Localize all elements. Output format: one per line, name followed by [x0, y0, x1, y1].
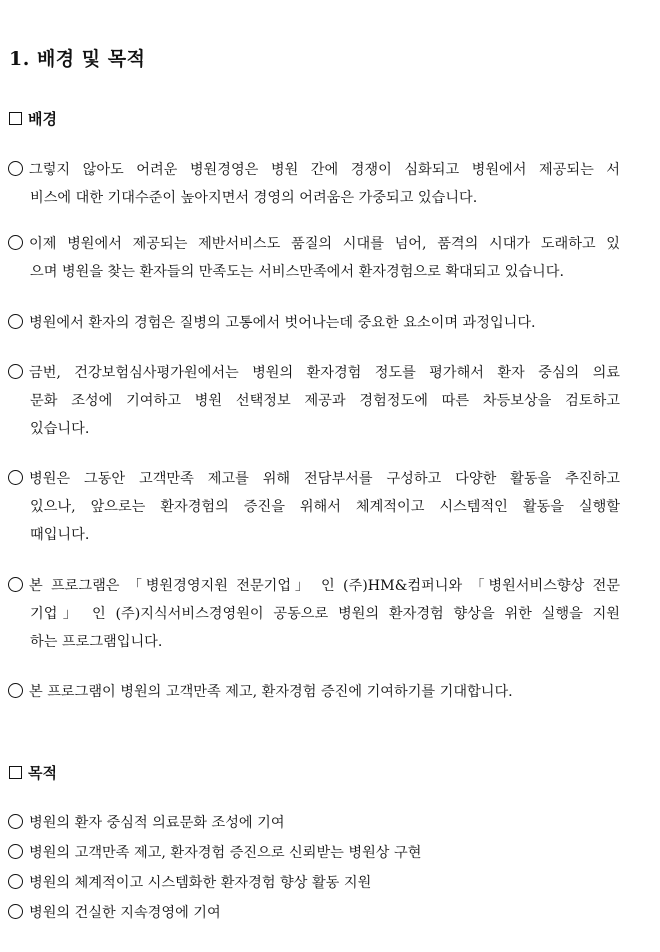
background-heading-label: 배경: [28, 110, 57, 128]
background-paragraph: [8, 465, 620, 549]
checkbox-square-icon: [9, 112, 22, 125]
background-paragraph: [8, 230, 620, 286]
purpose-heading: [9, 762, 57, 783]
paragraph-line: 병원에서 환자의 경험은 질병의 고통에서 벗어나는데 중요한 요소이며 과정입니다.: [8, 309, 620, 337]
paragraph-line: 으며 병원을 찾는 환자들의 만족도는 서비스만족에서 환자경험으로 확대되고 있습니다.: [30, 264, 564, 280]
paragraph-line: 그렇지 않아도 어려운 병원경영은 병원 간에 경쟁이 심화되고 병원에서 제공되는 서: [8, 156, 620, 184]
purpose-heading-label: 목적: [28, 764, 57, 782]
paragraph-line: 비스에 대한 기대수준이 높아지면서 경영의 어려움은 가중되고 있습니다.: [30, 190, 478, 206]
paragraph-line: 본 프로그램이 병원의 고객만족 제고, 환자경험 증진에 기여하기를 기대합니다.: [8, 678, 620, 706]
paragraph-line: 문화 조성에 기여하고 병원 선택정보 제공과 경험정도에 따른 차등보상을 검토하고: [30, 393, 620, 409]
paragraph-line: 하는 프로그램입니다.: [30, 634, 163, 650]
circle-bullet-icon: [8, 314, 23, 329]
paragraph-line: 있습니다.: [30, 421, 90, 437]
section-title: 1. 배경 및 목적: [9, 48, 146, 70]
circle-bullet-icon: [8, 470, 23, 485]
circle-bullet-icon: [8, 904, 23, 919]
paragraph-line: 때입니다.: [30, 527, 90, 543]
circle-bullet-icon: [8, 874, 23, 889]
circle-bullet-icon: [8, 844, 23, 859]
paragraph-line: 있으나, 앞으로는 환자경험의 증진을 위해서 체계적이고 시스템적인 활동을 실행할: [30, 499, 620, 515]
list-item: 병원의 건실한 지속경영에 기여: [8, 898, 421, 928]
list-item: 병원의 고객만족 제고, 환자경험 증진으로 신뢰받는 병원상 구현: [8, 838, 421, 868]
background-paragraph: [8, 309, 620, 337]
background-paragraph: [8, 156, 620, 212]
paragraph-line: 본 프로그램은 「병원경영지원 전문기업」 인 (주)HM&컴퍼니와 「병원서비스향상 전문: [8, 572, 620, 600]
list-item: 병원의 체계적이고 시스템화한 환자경험 향상 활동 지원: [8, 868, 421, 898]
paragraph-line: 기업」 인 (주)지식서비스경영원이 공동으로 병원의 환자경험 향상을 위한 실행을 지원: [30, 606, 620, 622]
list-item: 병원의 환자 중심적 의료문화 조성에 기여: [8, 808, 421, 838]
circle-bullet-icon: [8, 814, 23, 829]
circle-bullet-icon: [8, 577, 23, 592]
background-paragraph: [8, 359, 620, 443]
circle-bullet-icon: [8, 235, 23, 250]
paragraph-line: 병원은 그동안 고객만족 제고를 위해 전담부서를 구성하고 다양한 활동을 추진하고: [8, 465, 620, 493]
checkbox-square-icon: [9, 766, 22, 779]
circle-bullet-icon: [8, 161, 23, 176]
background-paragraph: [8, 572, 620, 656]
paragraph-line: 이제 병원에서 제공되는 제반서비스도 품질의 시대를 넘어, 품격의 시대가 도래하고 있: [8, 230, 620, 258]
purpose-list: [8, 808, 421, 928]
background-paragraph: [8, 678, 620, 706]
paragraph-line: 금번, 건강보험심사평가원에서는 병원의 환자경험 정도를 평가해서 환자 중심의 의료: [8, 359, 620, 387]
circle-bullet-icon: [8, 364, 23, 379]
circle-bullet-icon: [8, 683, 23, 698]
background-heading: [9, 108, 57, 129]
